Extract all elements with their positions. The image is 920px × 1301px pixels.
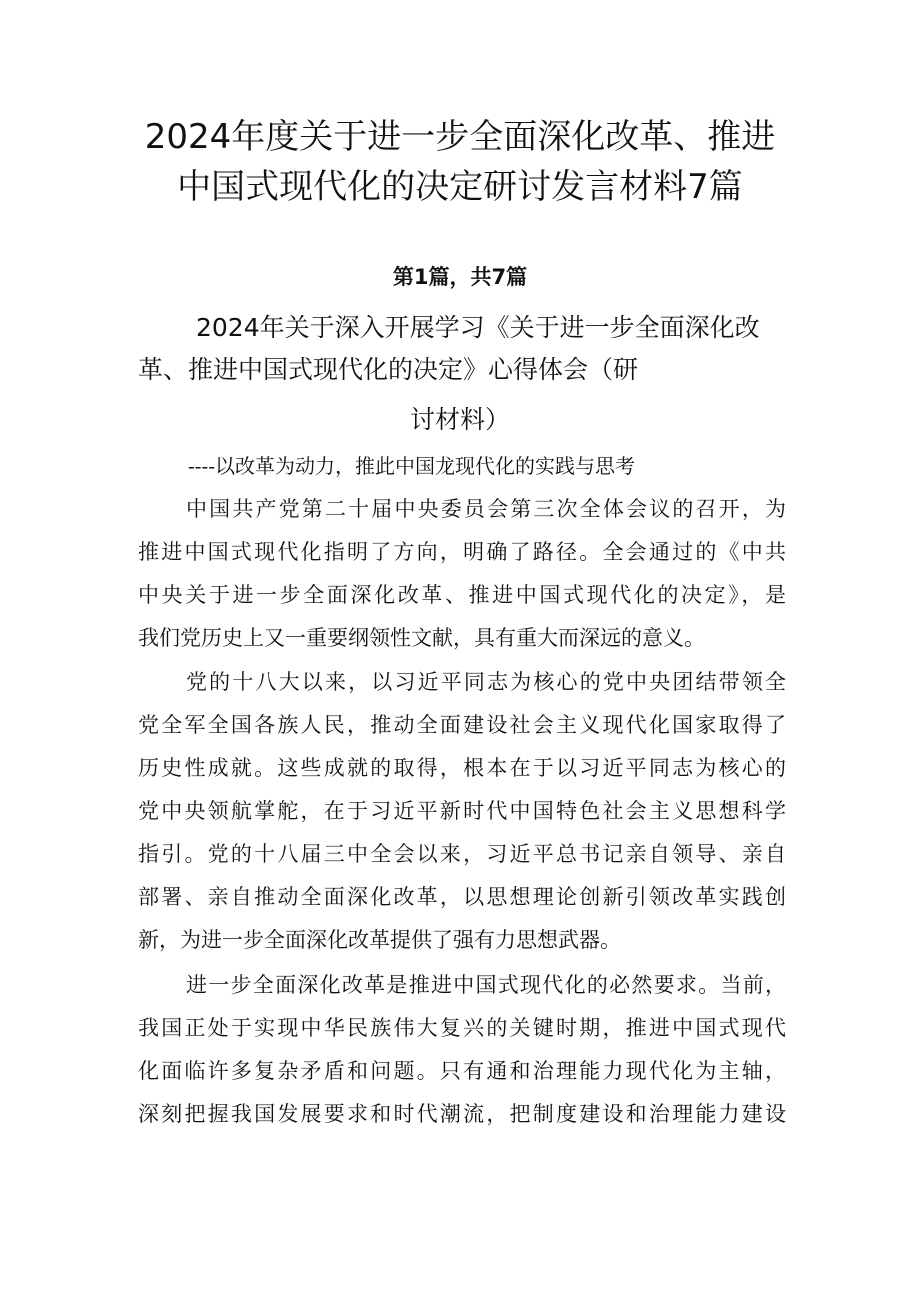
document-title-line-2: 中国式现代化的决定研讨发言材料7篇 [177,167,743,207]
article-title-line-3: 讨材料） [409,405,510,434]
paragraph-2-line-2: 党全军全国各族人民，推动全面建设社会主义现代化国家取得了 [138,713,786,737]
paragraph-2-line-7: 新，为进一步全面深化改革提供了强有力思想武器。 [138,928,621,952]
paragraph-1-line-1: 中国共产党第二十届中央委员会第三次全体会议的召开，为 [186,497,786,521]
article-title-line-2: 革、推进中国式现代化的决定》心得体会（研 [138,355,639,384]
article-title-line-1: 2024年关于深入开展学习《关于进一步全面深化改 [196,313,760,342]
document-title [100,112,820,212]
paragraph-2-line-4: 党中央领航掌舵，在于习近平新时代中国特色社会主义思想科学 [138,799,786,823]
paragraph-3-line-4: 深刻把握我国发展要求和时代潮流，把制度建设和治理能力建设 [138,1102,786,1126]
paragraph-1-line-2: 推进中国式现代化指明了方向，明确了路径。全会通过的《中共 [138,540,786,564]
paragraph-1-line-3: 中央关于进一步全面深化改革、推进中国式现代化的决定》，是 [138,583,786,607]
paragraph-1-line-4: 我们党历史上又一重要纲领性文献，具有重大而深远的意义。 [138,626,705,650]
document-title-line-1: 2024年度关于进一步全面深化改革、推进 [144,117,776,157]
paragraph-2-line-3: 历史性成就。这些成就的取得，根本在于以习近平同志为核心的 [138,756,786,780]
paragraph-2-line-5: 指引。党的十八届三中全会以来，习近平总书记亲自领导、亲自 [138,842,786,866]
paragraph-3-line-1: 进一步全面深化改革是推进中国式现代化的必然要求。当前， [186,973,786,997]
paragraph-3-line-2: 我国正处于实现中华民族伟大复兴的关键时期，推进中国式现代 [138,1016,786,1040]
part-label: 第1篇，共7篇 [392,265,528,289]
paragraph-2-line-6: 部署、亲自推动全面深化改革，以思想理论创新引领改革实践创 [138,885,786,909]
article-subtitle: ----以改革为动力，推此中国龙现代化的实践与思考 [188,454,636,478]
paragraph-3-line-3: 化面临许多复杂矛盾和问题。只有通和治理能力现代化为主轴， [138,1059,786,1083]
paragraph-2-line-1: 党的十八大以来，以习近平同志为核心的党中央团结带领全 [186,670,786,694]
